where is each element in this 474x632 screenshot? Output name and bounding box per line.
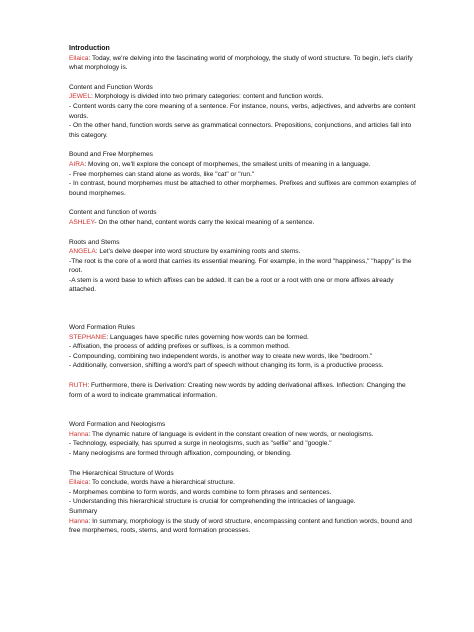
paragraph: - In contrast, bound morphemes must be attached to other morphemes. Prefixes and suffixes are common examples of bound morphemes. [69, 180, 416, 197]
paragraph: - Many neologisms are formed through affixation, compounding, or blending. [69, 450, 292, 457]
paragraph [69, 517, 418, 536]
paragraph: - Additionally, conversion, shifting a word's part of speech without changing its form, is a productive process. [69, 362, 384, 370]
paragraph: -A stem is a word base to which affixes can be added. It can be a root or a root with one or more affixes already attached. [69, 276, 394, 294]
paragraph-text: : Morphology is divided into two primary categories: content and function words. [90, 93, 324, 101]
section-content-function-words [69, 83, 418, 141]
section-neologisms [69, 420, 418, 458]
speaker-name: JEWEL [69, 93, 91, 101]
paragraph: - Free morphemes can stand alone as words, like "cat" or "run." [69, 170, 255, 178]
section-roots-stems [69, 238, 418, 296]
paragraph-text: : The dynamic nature of language is evident in the constant creation of new words, or neologisms. [88, 430, 374, 438]
speaker-name: Hanna [69, 517, 89, 525]
paragraph-text: - On the other hand, content words carry the lexical meaning of a sentence. [94, 218, 315, 226]
paragraph [69, 92, 418, 102]
section-heading: Word Formation and Neologisms [69, 421, 166, 429]
paragraph-text: : Furthermore, there is Derivation: Creating new words by adding derivational affixes. Inflection: Changing the form of a word to indicate grammatical information. [69, 382, 406, 399]
paragraph: - Technology, especially, has spurred a surge in neologisms, such as "selfie" and "google." [69, 440, 332, 448]
speaker-name: STEPHANIE [69, 333, 107, 341]
speaker-name: AIRA [69, 160, 85, 168]
paragraph [69, 218, 418, 228]
section-derivation [69, 381, 418, 400]
paragraph [69, 160, 418, 170]
paragraph-text: : In summary, morphology is the study of word structure, encompassing content and function words, bound and free morphemes, roots, stems, and word formation processes. [69, 517, 412, 535]
paragraph [69, 430, 418, 440]
paragraph: - Compounding, combining two independent words, is another way to create new words, like "bedroom." [69, 352, 373, 360]
section-heading: Content and Function Words [69, 83, 153, 91]
paragraph [69, 478, 418, 488]
section-bound-free-morphemes [69, 150, 418, 198]
speaker-name: RUTH [69, 382, 88, 390]
section-heading: Bound and Free Morphemes [69, 151, 153, 159]
section-heading: Content and function of words [69, 209, 157, 217]
speaker-name: Ellaica [69, 479, 89, 487]
paragraph-text: : Moving on, we'll explore the concept of morphemes, the smallest units of meaning in a language. [84, 160, 371, 168]
section-heading: Roots and Stems [69, 238, 120, 246]
speaker-name: ASHLEY [69, 218, 95, 226]
section-heading: Summary [69, 507, 98, 515]
section-content-function-of-words [69, 208, 418, 227]
paragraph: - Understanding this hierarchical structure is crucial for comprehending the intricacies of language. [69, 498, 356, 506]
section-word-formation-rules [69, 323, 418, 371]
section-introduction [69, 44, 418, 73]
section-heading: The Hierarchical Structure of Words [69, 469, 174, 477]
paragraph: - Affixation, the process of adding prefixes or suffixes, is a common method. [69, 343, 290, 351]
paragraph: - Content words carry the core meaning of a sentence. For instance, nouns, verbs, adjectives, and adverbs are content words. [69, 102, 416, 120]
section-hierarchical-structure [69, 469, 418, 507]
paragraph [69, 247, 418, 257]
paragraph-text: : To conclude, words have a hierarchical structure. [88, 479, 235, 487]
paragraph-text: : Let's delve deeper into word structure by examining roots and stems. [95, 248, 301, 256]
paragraph: -The root is the core of a word that carries its essential meaning. For example, in the word "happiness," "happy" is the root. [69, 257, 412, 275]
paragraph-text: : Today, we're delving into the fascinating world of morphology, the study of word structure. To begin, let's clarify what morphology is. [69, 54, 413, 72]
paragraph-text: : Languages have specific rules governing how words can be formed. [106, 333, 309, 341]
speaker-name: Hanna [69, 430, 89, 438]
speaker-name: Ellaica [69, 54, 89, 62]
paragraph [69, 333, 418, 343]
paragraph [69, 54, 418, 73]
paragraph [69, 381, 418, 400]
paragraph: - Morphemes combine to form words, and words combine to form phrases and sentences. [69, 488, 332, 496]
section-heading: Word Formation Rules [69, 324, 135, 332]
paragraph: - On the other hand, function words serve as grammatical connectors. Prepositions, conjunctions, and articles fall into this category. [69, 122, 412, 139]
section-summary [69, 507, 418, 536]
section-heading: Introduction [69, 45, 110, 52]
speaker-name: ANGELA [69, 248, 96, 256]
